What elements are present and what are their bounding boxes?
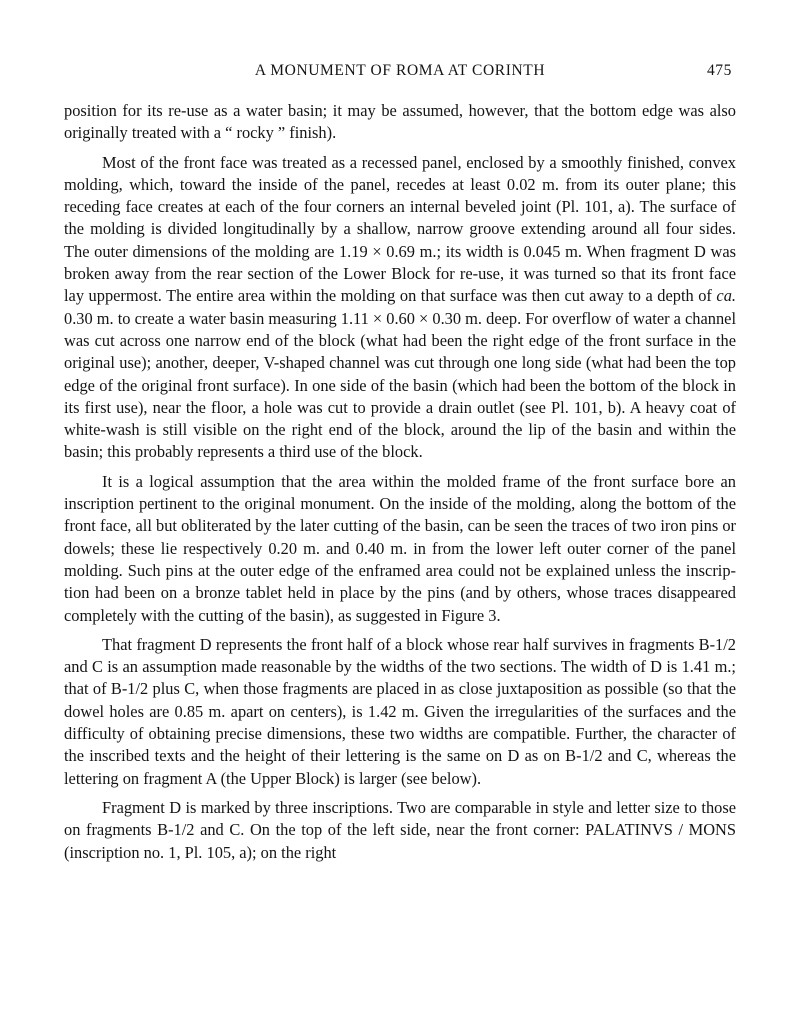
abbrev-circa: ca.	[716, 286, 736, 306]
paragraph-4: That fragment D represents the front half of a block whose rear half survives in fragments B-1/2 and C is an assumption made reasonable by the widths of the two sections. The width of D is 1.41 m.; that of B-1/2 plus C, when those fragments are placed in as close juxtaposition as possible (so that the dowel holes are 0.85 m. apart on centers), is 1.42 m. Given the irregularities of the surfaces and the difficulty of obtaining precise dimensions, these two widths are compatible. Further, the character of the inscribed texts and the height of their lettering is the same on D as on B-1/2 and C, whereas the lettering on fragment A (the Upper Block) is larger (see below).	[64, 634, 736, 788]
running-title: A MONUMENT OF ROMA AT CORINTH	[254, 62, 546, 79]
page-number: 475	[706, 62, 732, 79]
body-text	[64, 100, 736, 871]
running-header	[64, 62, 736, 84]
paragraph-3: It is a logical assumption that the area within the molded frame of the front surface bore an inscription pertinent to the original monument. On the inside of the molding, along the bottom of the front face, all but obliterated by the later cutting of the basin, can be seen the traces of two iron pins or dowels; these lie respectively 0.20 m. and 0.40 m. in from the lower left outer corner of the panel molding. Such pins at the outer edge of the enframed area could not be explained unless the inscription had been on a bronze tablet held in place by the pins (and by others, whose traces disappeared completely with the cutting of the basin), as suggested in Figure 3.	[64, 471, 736, 625]
paragraph-2: Most of the front face was treated as a recessed panel, enclosed by a smoothly finished, convex molding, which, toward the inside of the panel, recedes at least 0.02 m. from its outer plane; this receding face creates at each of the four corners an internal beveled joint (Pl. 101, a). The surface of the molding is divided longitudinally by a shallow, narrow groove extending around all four sides. The outer dimensions of the molding are 1.19 × 0.69 m.; its width is 0.045 m. When fragment D was broken away from the rear section of the Lower Block for re-use, it was turned so that its front face lay uppermost. The entire area within the molding on that surface was then cut away to a depth of ca. 0.30 m. to create a water basin measuring 1.11 × 0.60 × 0.30 m. deep. For overflow of water a channel was cut across one narrow end of the block (what had been the right edge of the front surface in the original use); another, deeper, V-shaped channel was cut through one long side (what had been the top edge of the original front surface). In one side of the basin (which had been the bottom of the block in its first use), near the floor, a hole was cut to provide a drain outlet (see Pl. 101, b). A heavy coat of white-wash is still visible on the right end of the block, around the lip of the basin and within the basin; this probably represents a third use of the block.	[64, 152, 736, 462]
paragraph-5: Fragment D is marked by three inscriptions. Two are comparable in style and letter size to those on fragments B-1/2 and C. On the top of the left side, near the front corner: PALATINVS / MONS (inscription no. 1, Pl. 105, a); on the right	[64, 797, 736, 862]
paragraph-1: position for its re-use as a water basin; it may be assumed, however, that the bottom edge was also originally treated with a “ rocky ” finish).	[64, 101, 736, 143]
